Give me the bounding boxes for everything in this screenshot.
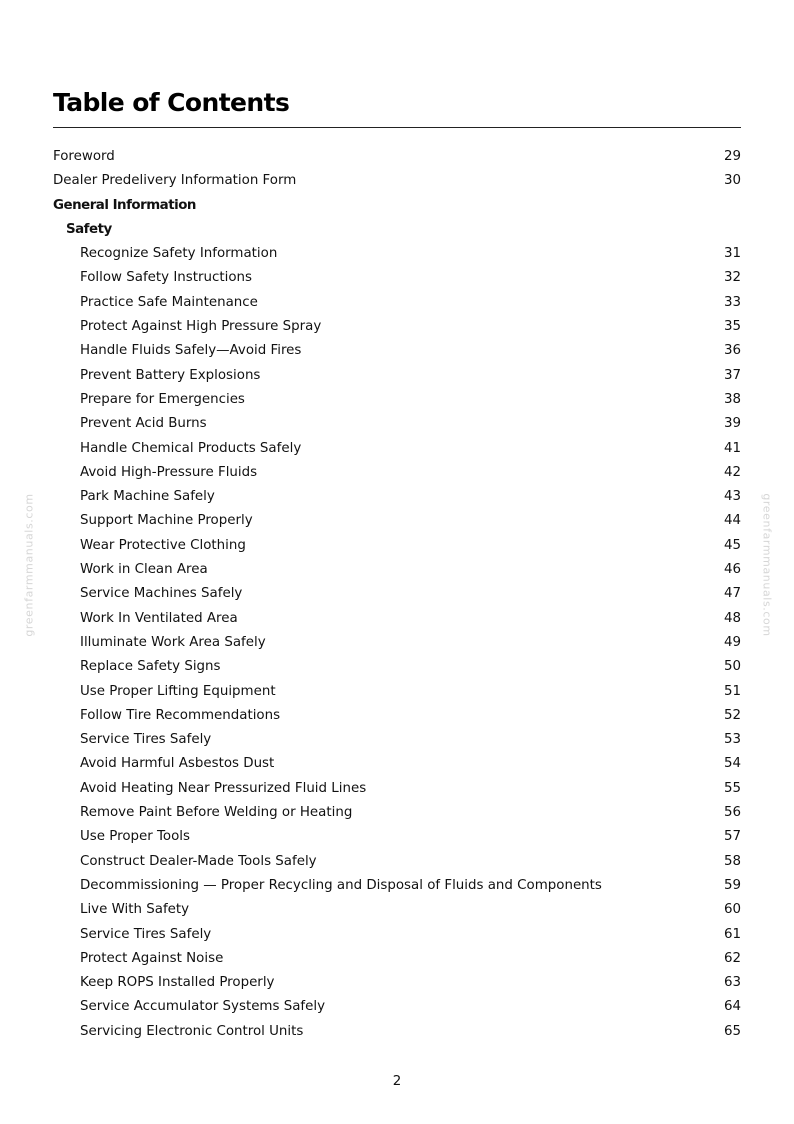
title-divider — [53, 127, 741, 128]
watermark-right: greenfarmmanuals.com — [760, 493, 774, 637]
toc-entry-label: Safety — [66, 221, 112, 237]
toc-entry[interactable] — [0, 607, 794, 631]
toc-entry-label: Prevent Battery Explosions — [80, 367, 261, 383]
toc-entry[interactable] — [0, 509, 794, 533]
toc-entry[interactable] — [0, 971, 794, 995]
toc-entry-page-number: 29 — [723, 149, 741, 164]
toc-entry-page-number: 46 — [723, 562, 741, 578]
toc-entry[interactable] — [0, 825, 794, 849]
toc-entry-page-number: 37 — [723, 367, 741, 383]
toc-entry-page-number: 50 — [723, 659, 741, 675]
page-number: 2 — [392, 1074, 402, 1089]
toc-entry-page-number: 56 — [723, 805, 741, 821]
toc-entry-page-number: 59 — [723, 877, 741, 893]
toc-entry-page-number: 63 — [723, 975, 741, 991]
toc-entry-label: Protect Against Noise — [80, 950, 224, 966]
toc-entry-label: Servicing Electronic Control Units — [80, 1023, 304, 1039]
toc-entry[interactable] — [0, 680, 794, 704]
toc-entry-label: Work in Clean Area — [80, 562, 208, 578]
toc-entry-page-number: 62 — [723, 950, 741, 966]
toc-entry-page-number: 52 — [723, 707, 741, 723]
toc-entry-label: Support Machine Properly — [80, 513, 253, 529]
toc-entry[interactable] — [0, 947, 794, 971]
toc-entry-page-number: 36 — [723, 343, 741, 359]
toc-entry-page-number: 51 — [723, 683, 741, 699]
toc-entry-page-number: 57 — [723, 829, 741, 845]
toc-entry-page-number: 64 — [723, 999, 741, 1015]
toc-entry[interactable] — [0, 850, 794, 874]
toc-entry[interactable] — [0, 485, 794, 509]
toc-entry-page-number: 45 — [723, 537, 741, 553]
table-of-contents — [0, 145, 794, 1044]
toc-entry[interactable] — [0, 169, 794, 193]
toc-entry[interactable] — [0, 777, 794, 801]
toc-entry[interactable] — [0, 752, 794, 776]
toc-entry-page-number: 32 — [723, 270, 741, 286]
watermark-left: greenfarmmanuals.com — [22, 493, 36, 637]
toc-entry-label: Keep ROPS Installed Properly — [80, 975, 275, 991]
toc-entry-page-number: 41 — [723, 440, 741, 456]
toc-entry-label: Recognize Safety Information — [80, 246, 278, 262]
toc-entry-label: Service Accumulator Systems Safely — [80, 999, 326, 1015]
toc-entry-label: Construct Dealer-Made Tools Safely — [80, 853, 317, 869]
toc-entry[interactable] — [0, 461, 794, 485]
toc-entry-label: Dealer Predelivery Information Form — [53, 173, 297, 189]
toc-entry-label: Handle Fluids Safely—Avoid Fires — [80, 343, 302, 359]
toc-entry[interactable] — [0, 315, 794, 339]
toc-entry-label: Prepare for Emergencies — [80, 391, 245, 407]
toc-entry-label: Service Tires Safely — [80, 732, 212, 748]
toc-entry-label: Work In Ventilated Area — [80, 610, 238, 626]
toc-entry-page-number: 33 — [723, 294, 741, 310]
toc-entry[interactable] — [0, 266, 794, 290]
toc-entry[interactable] — [0, 412, 794, 436]
toc-entry-label: Follow Tire Recommendations — [80, 707, 281, 723]
toc-entry-label: Avoid High-Pressure Fluids — [80, 464, 258, 480]
toc-entry[interactable] — [0, 291, 794, 315]
toc-entry-page-number: 31 — [723, 246, 741, 262]
toc-entry-page-number: 55 — [723, 780, 741, 796]
toc-entry[interactable] — [0, 728, 794, 752]
toc-entry-label: Avoid Harmful Asbestos Dust — [80, 756, 275, 772]
toc-entry-page-number: 35 — [723, 319, 741, 335]
toc-entry-label: Replace Safety Signs — [80, 659, 221, 675]
toc-entry-page-number: 65 — [723, 1023, 741, 1039]
page-title: Table of Contents — [53, 88, 290, 117]
toc-entry[interactable] — [0, 1020, 794, 1044]
toc-entry[interactable] — [0, 242, 794, 266]
toc-entry-label: Wear Protective Clothing — [80, 537, 246, 553]
toc-entry[interactable] — [0, 388, 794, 412]
toc-entry-page-number: 43 — [723, 489, 741, 505]
toc-entry-page-number: 60 — [723, 902, 741, 918]
toc-entry-page-number: 54 — [723, 756, 741, 772]
toc-entry[interactable] — [0, 995, 794, 1019]
toc-entry-page-number: 49 — [723, 634, 741, 650]
toc-entry-page-number: 58 — [723, 853, 741, 869]
toc-entry-label: Use Proper Lifting Equipment — [80, 683, 276, 699]
toc-entry-label: Handle Chemical Products Safely — [80, 440, 302, 456]
toc-entry-page-number: 61 — [723, 926, 741, 942]
toc-section-heading — [0, 194, 794, 218]
toc-entry-page-number: 30 — [723, 173, 741, 189]
toc-entry-label: Live With Safety — [80, 902, 190, 918]
toc-entry-page-number: 42 — [723, 464, 741, 480]
toc-entry-label: Protect Against High Pressure Spray — [80, 319, 322, 335]
toc-entry-label: Illuminate Work Area Safely — [80, 634, 266, 650]
toc-section-heading — [0, 218, 794, 242]
toc-entry[interactable] — [0, 874, 794, 898]
toc-entry[interactable] — [0, 582, 794, 606]
toc-entry[interactable] — [0, 364, 794, 388]
toc-entry-page-number: 39 — [723, 416, 741, 432]
toc-entry-label: Decommissioning — Proper Recycling and Disposal of Fluids and Components — [80, 877, 602, 893]
toc-entry[interactable] — [0, 655, 794, 679]
toc-entry-page-number: 53 — [723, 732, 741, 748]
toc-entry-label: Use Proper Tools — [80, 829, 191, 845]
toc-entry-label: General Information — [53, 197, 196, 213]
toc-entry[interactable] — [0, 339, 794, 363]
toc-entry-label: Practice Safe Maintenance — [80, 294, 258, 310]
toc-entry[interactable] — [0, 898, 794, 922]
toc-entry[interactable] — [0, 534, 794, 558]
toc-entry-page-number: 38 — [723, 391, 741, 407]
toc-entry-page-number: 44 — [723, 513, 741, 529]
toc-entry[interactable] — [0, 558, 794, 582]
toc-entry-page-number: 47 — [723, 586, 741, 602]
toc-entry-label: Service Tires Safely — [80, 926, 212, 942]
toc-entry-label: Avoid Heating Near Pressurized Fluid Lines — [80, 780, 367, 796]
toc-entry[interactable] — [0, 145, 794, 169]
toc-entry[interactable] — [0, 923, 794, 947]
toc-entry[interactable] — [0, 631, 794, 655]
toc-entry-label: Park Machine Safely — [80, 489, 215, 505]
toc-entry-label: Prevent Acid Burns — [80, 416, 207, 432]
toc-entry-page-number: 48 — [723, 610, 741, 626]
toc-entry[interactable] — [0, 801, 794, 825]
toc-entry-label: Remove Paint Before Welding or Heating — [80, 805, 353, 821]
toc-entry[interactable] — [0, 437, 794, 461]
toc-entry[interactable] — [0, 704, 794, 728]
toc-entry-label: Foreword — [53, 149, 115, 164]
toc-entry-label: Service Machines Safely — [80, 586, 243, 602]
toc-entry-label: Follow Safety Instructions — [80, 270, 252, 286]
